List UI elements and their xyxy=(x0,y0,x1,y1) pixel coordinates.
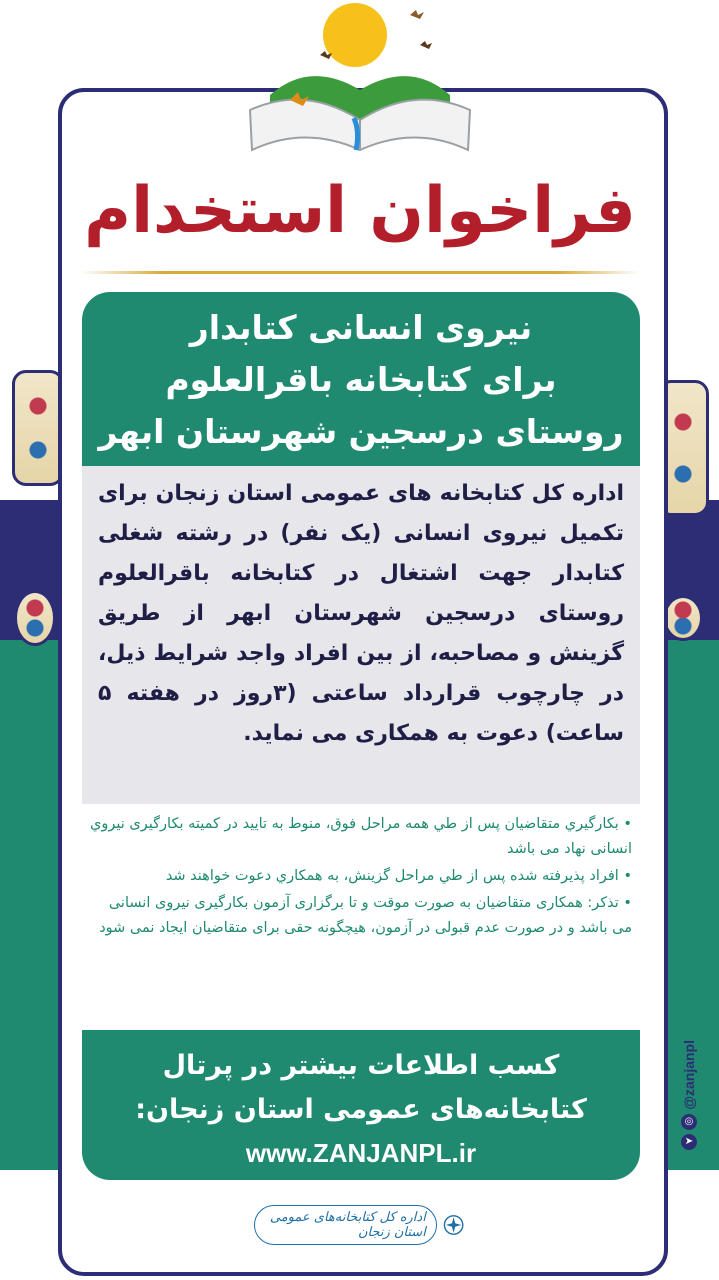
note-item-2: • افراد پذیرفته شده پس از طي مراحل گزینش، به همکاري دعوت خواهند شد xyxy=(165,868,632,884)
logo-text: اداره کل کتابخانه‌های عمومی استان زنجان xyxy=(254,1205,437,1245)
subtitle-line-3: روستای درسجین شهرستان ابهر xyxy=(98,412,624,451)
telegram-icon[interactable]: ➤ xyxy=(681,1134,697,1150)
footer-text xyxy=(90,1044,632,1132)
note-item-3: • تذکر: همکاری متقاضیان به صورت موقت و تا برگزاری آزمون بکارگیری نیروی انسانی می باشد و در صورت عدم قبولی در آزمون، هیچگونه حقی برای متقاضیان ایجاد نمی شود xyxy=(99,895,632,936)
body-paragraph: اداره کل کتابخانه های عمومی استان زنجان برای تکمیل نیروی انسانی (یک نفر) در رشته شغلی کتابدار جهت اشتغال در کتابخانه باقرالعلوم روستای درسجین شهرستان ابهر از طریق گزینش و مصاحبه، از بین افراد واجد شرایط ذیل، در چارچوب قرارداد ساعتی (۳روز در هفته ۵ ساعت) دعوت به همکاری می نماید. xyxy=(98,481,624,746)
website-link[interactable]: www.ZANJANPL.ir xyxy=(245,1138,477,1168)
ornament-left-tile xyxy=(12,370,64,486)
note-item-1: • بکارگیري متقاضیان پس از طي همه مراحل فوق، منوط به تایید در کمیته بکارگیری نیروي انسانی نهاد می باشد xyxy=(90,816,632,857)
ornament-left-round xyxy=(14,590,56,646)
subtitle-line-2: برای کتابخانه باقرالعلوم xyxy=(165,360,557,399)
subtitle-line-1: نیروی انسانی کتابدار xyxy=(189,308,533,347)
organization-logo xyxy=(254,1203,464,1247)
headline-title: فراخوان استخدام xyxy=(84,174,636,248)
social-handle[interactable]: @zanjanpl xyxy=(681,1040,697,1110)
social-strip xyxy=(672,1040,706,1200)
notes-list xyxy=(90,812,632,943)
ornament-right-round xyxy=(663,595,703,641)
footer-line-1: کسب اطلاعات بیشتر در پرتال xyxy=(162,1050,560,1081)
library-logo-icon xyxy=(443,1210,464,1240)
instagram-icon[interactable]: ◎ xyxy=(681,1114,697,1130)
gold-divider xyxy=(80,271,640,274)
footer-line-2: کتابخانه‌های عمومی استان زنجان: xyxy=(135,1094,587,1125)
open-book-illustration xyxy=(230,0,490,160)
subtitle-block xyxy=(90,302,632,458)
